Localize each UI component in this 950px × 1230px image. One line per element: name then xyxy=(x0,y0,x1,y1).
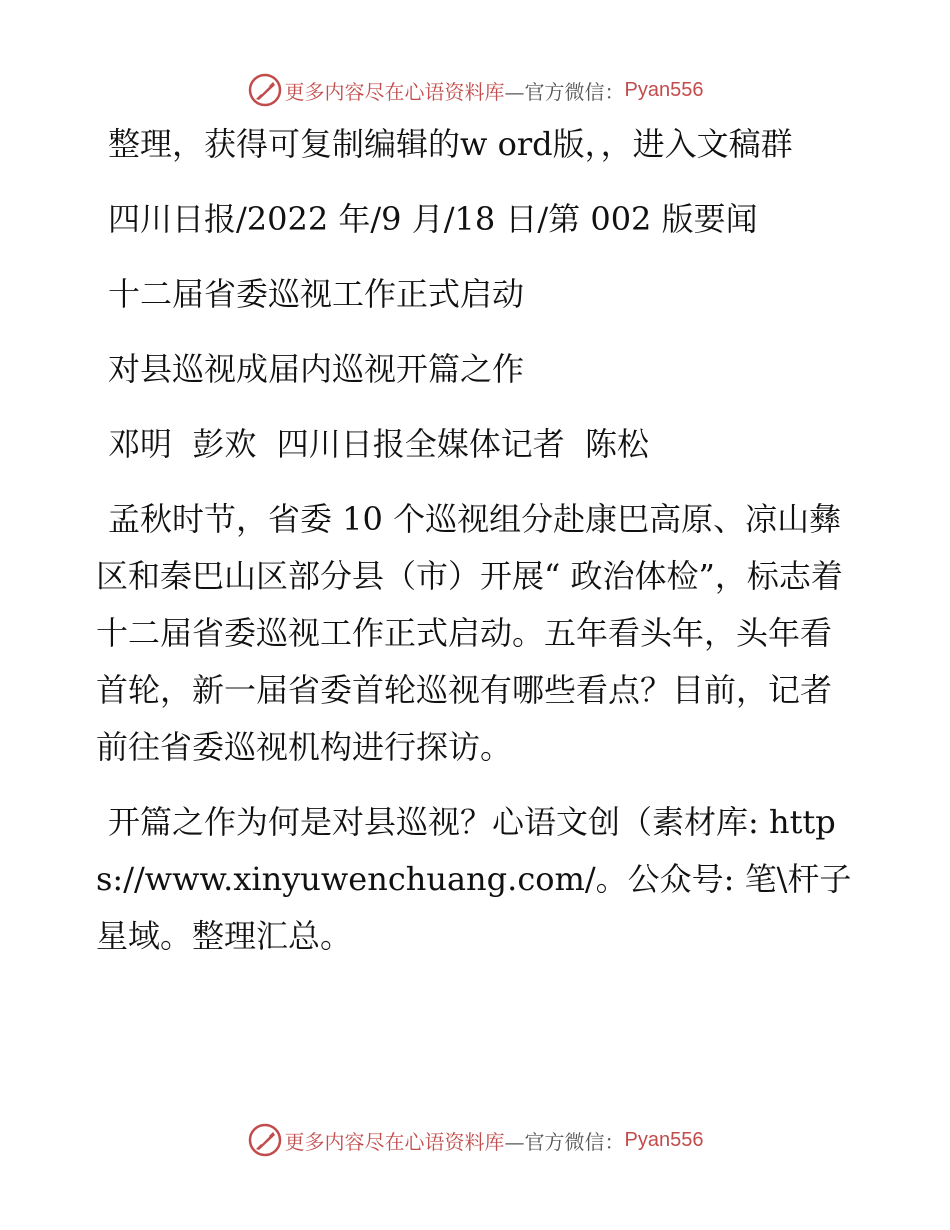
header-separator-text: —官方微信： xyxy=(504,79,625,104)
body-paragraph: 孟秋时节，省委 10 个巡视组分赴康巴高原、凉山彝区和秦巴山区部分县（市）开展“ 政治体检”，标志着十二届省委巡视工作正式启动。五年看头年，头年看首轮，新一届省委首轮巡视有哪些看点？目前，记者前往省委巡视机构进行探访。 xyxy=(96,500,843,766)
byline: 邓明 彭欢 四川日报全媒体记者 陈松 xyxy=(108,425,650,463)
quill-logo-icon xyxy=(247,1122,283,1158)
source-line: 四川日报/2022 年/9 月/18 日/第 002 版要闻 xyxy=(108,200,758,238)
footer-separator-text: —官方微信： xyxy=(504,1129,625,1154)
body-paragraph: 开篇之作为何是对县巡视？心语文创（素材库: https://www.xinyuwenchuang.com/。公众号: 笔\杆子星域。整理汇总。 xyxy=(96,803,852,955)
article-title: 十二届省委巡视工作正式启动 xyxy=(108,275,525,313)
header-banner xyxy=(0,70,950,110)
article-subtitle: 对县巡视成届内巡视开篇之作 xyxy=(108,350,525,388)
footer-banner xyxy=(0,1120,950,1160)
intro-paragraph: 整理，获得可复制编辑的w ord版，，进入文稿群 xyxy=(108,125,793,163)
footer-brand-text: 更多内容尽在心语资料库 xyxy=(284,1129,505,1154)
quill-logo-icon xyxy=(247,72,283,108)
header-wechat-id: Pyan556 xyxy=(624,78,704,101)
header-brand-text: 更多内容尽在心语资料库 xyxy=(284,79,505,104)
document-body xyxy=(96,116,856,983)
footer-wechat-id: Pyan556 xyxy=(624,1128,704,1151)
